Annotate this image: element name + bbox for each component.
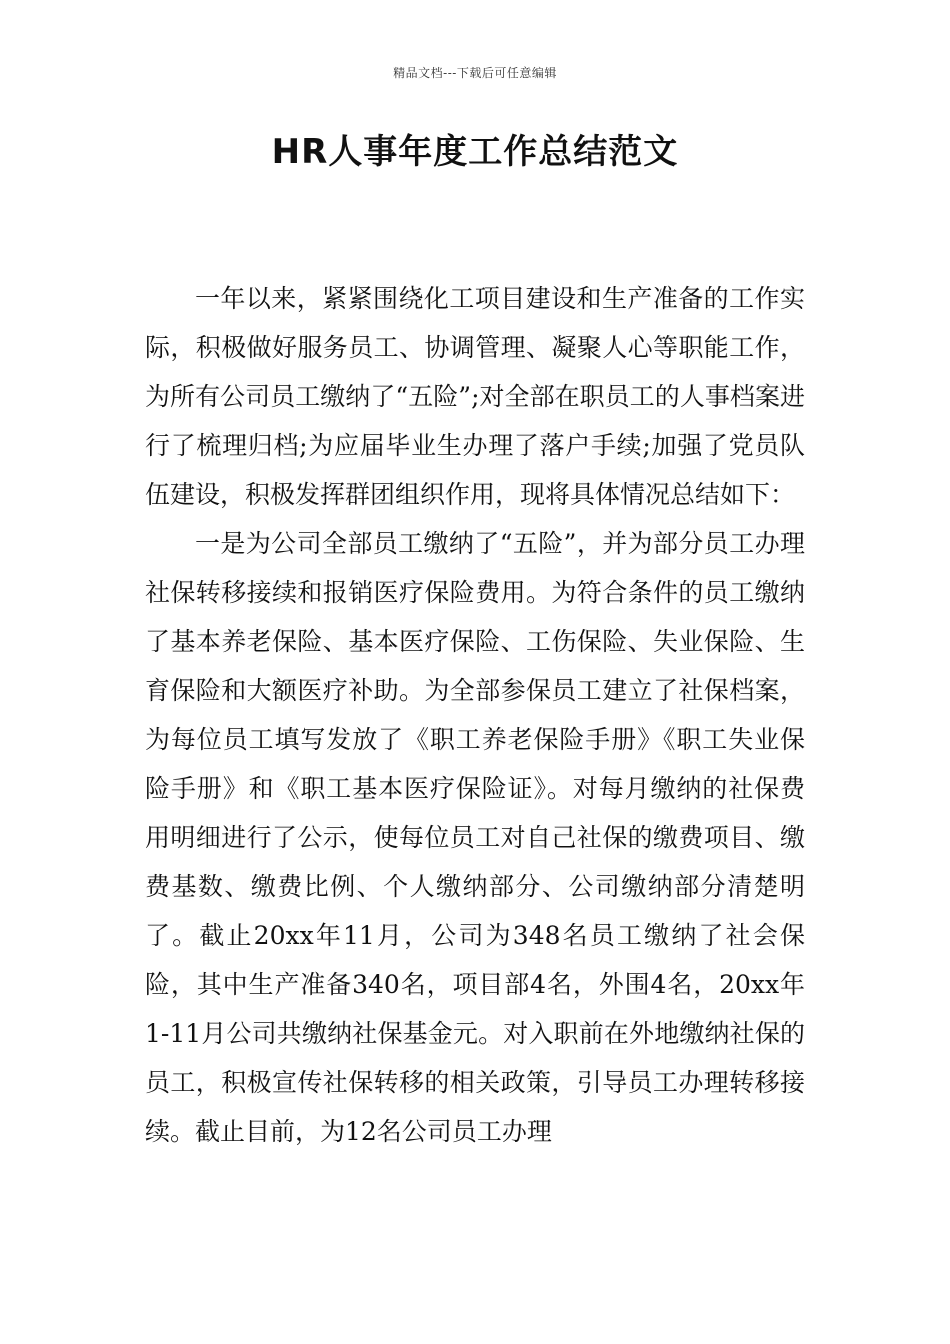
paragraph-1: 一年以来，紧紧围绕化工项目建设和生产准备的工作实际，积极做好服务员工、协调管理、凝聚人心等职能工作，为所有公司员工缴纳了“五险”;对全部在职员工的人事档案进行了梳理归档;为应届毕业生办理了落户手续;加强了党员队伍建设，积极发挥群团组织作用，现将具体情况总结如下： [145,284,805,509]
document-body [145,274,805,1156]
paragraph-2: 一是为公司全部员工缴纳了“五险”，并为部分员工办理社保转移接续和报销医疗保险费用。为符合条件的员工缴纳了基本养老保险、基本医疗保险、工伤保险、失业保险、生育保险和大额医疗补助。为全部参保员工建立了社保档案，为每位员工填写发放了《职工养老保险手册》《职工失业保险手册》和《职工基本医疗保险证》。对每月缴纳的社保费用明细进行了公示，使每位员工对自己社保的缴费项目、缴费基数、缴费比例、个人缴纳部分、公司缴纳部分清楚明了。截止20xx年11月，公司为348名员工缴纳了社会保险，其中生产准备340名，项目部4名，外围4名，20xx年1-11月公司共缴纳社保基金元。对入职前在外地缴纳社保的员工，积极宣传社保转移的相关政策，引导员工办理转移接续。截止目前，为12名公司员工办理 [145,529,805,1146]
document-title: HR人事年度工作总结范文 [271,132,679,172]
header-note: 精品文档---下载后可任意编辑 [393,66,557,80]
